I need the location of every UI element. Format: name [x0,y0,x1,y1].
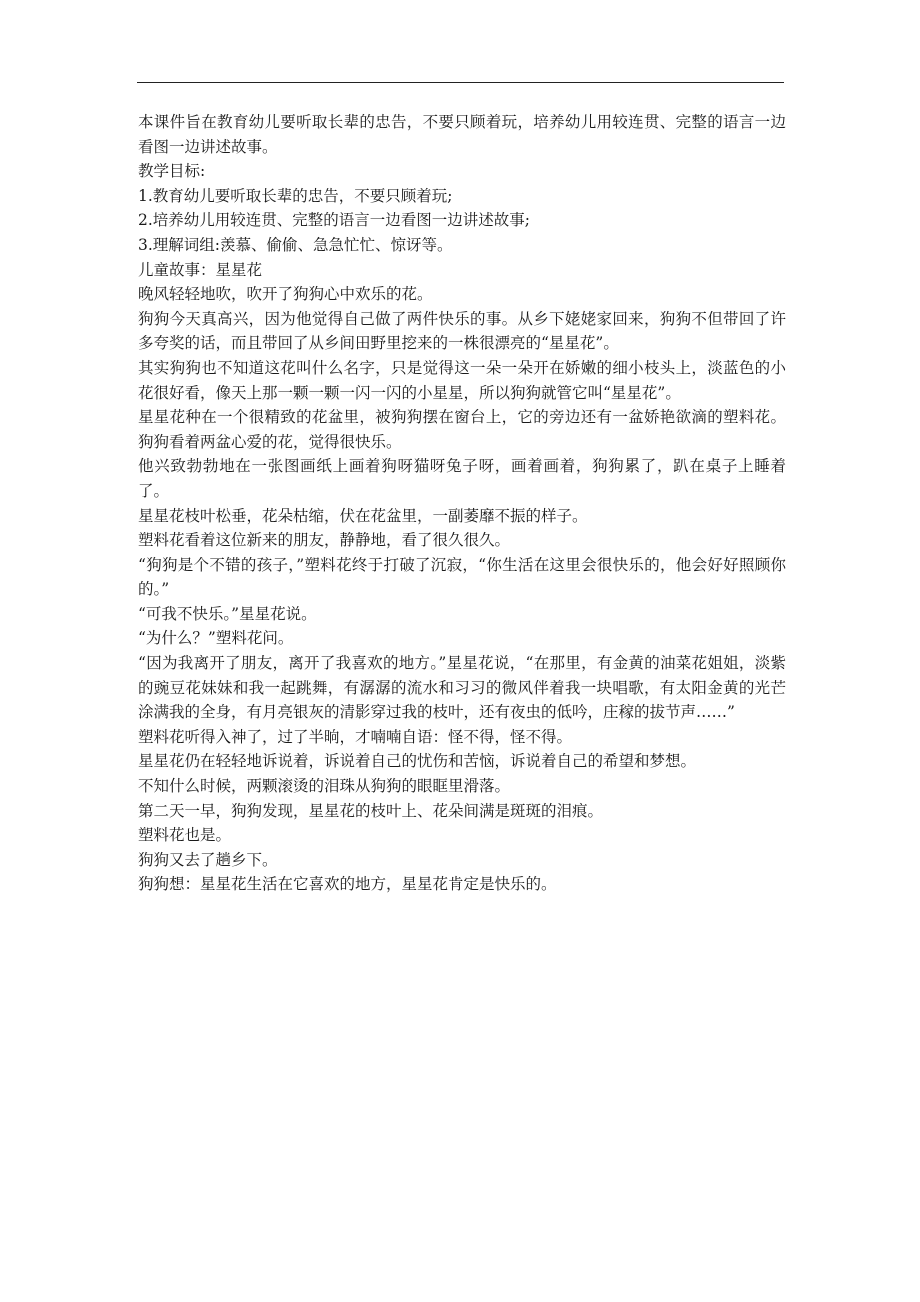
story-paragraph: “狗狗是个不错的孩子，”塑料花终于打破了沉寂，“你生活在这里会很快乐的，他会好好照顾你的。” [138,555,786,599]
story-paragraph: 晚风轻轻地吹，吹开了狗狗心中欢乐的花。 [138,285,433,304]
story-paragraph: 星星花仍在轻轻地诉说着，诉说着自己的忧伤和苦恼，诉说着自己的希望和梦想。 [138,752,697,771]
objectives-heading: 教学目标: [138,162,206,181]
document-body [138,110,786,897]
story-paragraph: 狗狗今天真高兴，因为他觉得自己做了两件快乐的事。从乡下姥姥家回来，狗狗不但带回了许多夸奖的话，而且带回了从乡间田野里挖来的一株很漂亮的“星星花”。 [138,309,786,353]
story-paragraph: “可我不快乐。”星星花说。 [138,604,317,623]
story-paragraph: 狗狗又去了趟乡下。 [138,850,278,869]
story-paragraph: 其实狗狗也不知道这花叫什么名字，只是觉得这一朵一朵开在娇嫩的细小枝头上，淡蓝色的小花很好看，像天上那一颗一颗一闪一闪的小星星，所以狗狗就管它叫“星星花”。 [138,358,786,402]
header-rule [137,82,784,83]
story-paragraph: 塑料花听得入神了，过了半晌，才喃喃自语：怪不得，怪不得。 [138,727,573,746]
story-paragraph: 第二天一早，狗狗发现，星星花的枝叶上、花朵间满是斑斑的泪痕。 [138,801,604,820]
story-title: 儿童故事：星星花 [138,260,263,279]
story-paragraph: 星星花枝叶松垂，花朵枯缩，伏在花盆里，一副萎靡不振的样子。 [138,506,588,525]
intro-paragraph: 本课件旨在教育幼儿要听取长辈的忠告，不要只顾着玩，培养幼儿用较连贯、完整的语言一边看图一边讲述故事。 [138,113,786,156]
objective-item-2: 2.培养幼儿用较连贯、完整的语言一边看图一边讲述故事; [138,211,531,230]
objective-item-1: 1.教育幼儿要听取长辈的忠告，不要只顾着玩; [138,186,453,205]
story-paragraph: 塑料花看着这位新来的朋友，静静地，看了很久很久。 [138,531,511,550]
story-paragraph: “为什么？”塑料花问。 [138,629,294,648]
story-paragraph: “因为我离开了朋友，离开了我喜欢的地方。”星星花说，“在那里，有金黄的油菜花姐姐，淡紫的豌豆花妹妹和我一起跳舞，有潺潺的流水和习习的微风伴着我一块唱歌，有太阳金黄的光芒涂满我的全身，有月亮银灰的清影穿过我的枝叶，还有夜虫的低吟，庄稼的拔节声……” [138,654,786,722]
objective-item-3: 3.理解词组:羡慕、偷偷、急急忙忙、惊讶等。 [138,235,453,254]
story-paragraph: 狗狗想：星星花生活在它喜欢的地方，星星花肯定是快乐的。 [138,875,557,894]
story-paragraph: 不知什么时候，两颗滚烫的泪珠从狗狗的眼眶里滑落。 [138,777,511,796]
story-paragraph: 星星花种在一个很精致的花盆里，被狗狗摆在窗台上，它的旁边还有一盆娇艳欲滴的塑料花。狗狗看着两盆心爱的花，觉得很快乐。 [138,408,786,451]
story-paragraph: 他兴致勃勃地在一张图画纸上画着狗呀猫呀兔子呀，画着画着，狗狗累了，趴在桌子上睡着了。 [138,457,786,500]
story-paragraph: 塑料花也是。 [138,826,232,845]
